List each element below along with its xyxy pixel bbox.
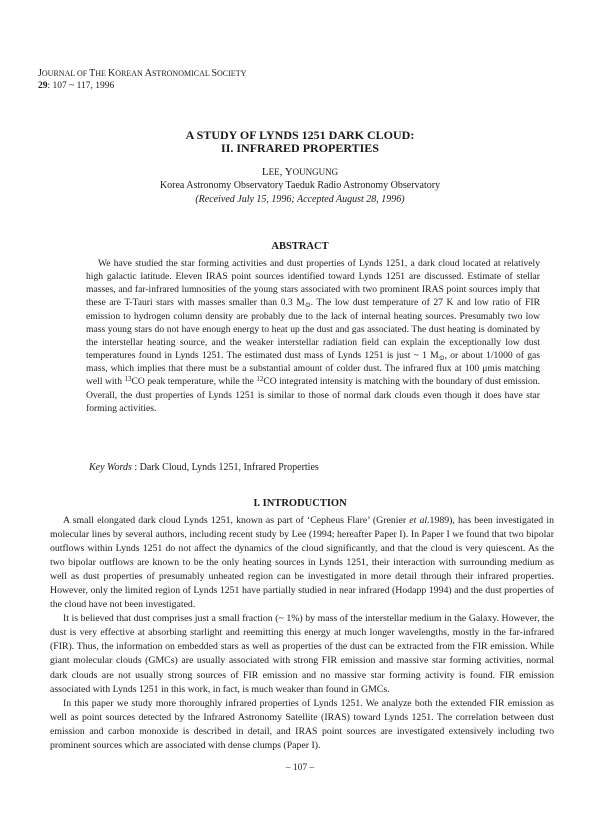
received-accepted-dates: (Received July 15, 1996; Accepted August 28, 1996) <box>195 194 405 205</box>
abstract-body <box>86 257 540 415</box>
introduction-body <box>50 514 554 753</box>
paper-title-line-2: II. INFRARED PROPERTIES <box>221 141 379 155</box>
body-paragraph: In this paper we study more thoroughly infrared properties of Lynds 1251. We analyze both the extended FIR emission as well as point sources detected by the Infrared Astronomy Satellite (IRAS) toward Lynds 1251. The correlation between dust emission and carbon monoxide is described in detail, and IRAS point sources are investigated extensively including two prominent sources which are associated with dense clumps (Paper I). <box>50 697 554 751</box>
sun-symbol: ⊙ <box>304 301 311 310</box>
abstract-paragraph: We have studied the star forming activities and dust properties of Lynds 1251, a dark cloud located at relatively high galactic latitude. Eleven IRAS point sources identified toward Lynds 1251 are discussed. Estimate of stellar masses, and far-infrared lumnosities of the young stars associated with two prominent IRAS point sources imply that these are T-Tauri stars with masses smaller than 0.3 $M_⊙$. The low dust temperature of 27 K and low ratio of FIR emission to hydrogen column density are probably due to the lack of internal heating sources. Presumably two low mass young stars do not have enough energy to heat up the dust and gas associated. The dust heating is dominated by the interstellar heating source, and the weaker interstellar radiation field can explain the exceptionally low dust temperatures found in Lynds 1251. The estimated dust mass of Lynds 1251 is just ~ 1 $M_⊙$, or about 1/1000 of gas mass, which implies that there must be a substantial amount of colder dust. The infrared flux at 100 μmis matching well with $^{13}$CO peak temperature, while the $^{12}$CO integrated intensity is matching with the boundary of dust emission. Overall, the dust properties of Lynds 1251 is similar to those of normal dark clouds even though it does have star forming activities. <box>86 258 540 414</box>
section-heading-introduction: I. INTRODUCTION <box>253 498 347 509</box>
author-affiliation: Korea Astronomy Observatory Taeduk Radio Astronomy Observatory <box>159 180 441 191</box>
abstract-heading: ABSTRACT <box>271 241 329 252</box>
sun-symbol: ⊙ <box>438 354 445 363</box>
author-name: LEE, YOUNGUNG <box>261 166 339 178</box>
journal-pages: : 107 ~ 117, 1996 <box>47 81 115 91</box>
journal-citation <box>38 80 114 92</box>
key-words-list: : Dark Cloud, Lynds 1251, Infrared Properties <box>131 462 319 473</box>
page-number: – 107 – <box>285 763 315 773</box>
key-words <box>89 462 319 473</box>
journal-name: JOURNAL OF THE KOREAN ASTRONOMICAL SOCIETY <box>38 68 247 79</box>
journal-volume: 29 <box>38 81 48 91</box>
body-paragraph: A small elongated dark cloud Lynds 1251, known as part of ‘Cepheus Flare’ (Grenier et al.1989), has been investigated in molecular lines by several authors, including recent study by Lee (1994; hereafter Paper I). In Paper I we found that two bipolar outflows within Lynds 1251 do not affect the dynamics of the cloud significantly, and that the cloud is very quiescent. As the two bipolar outflows are known to be the only heating sources in Lynds 1251, their interaction with surrounding medium as well as dust properties of presumably unheated region can be investigated in more detail through their infrared properties. However, only the limited region of Lynds 1251 have partially studied in near infrared (Hodapp 1994) and the dust properties of the cloud have not been investigated. <box>50 515 554 611</box>
key-words-label: Key Words <box>89 462 132 473</box>
paper-title-line-1: A STUDY OF LYNDS 1251 DARK CLOUD: <box>185 128 415 142</box>
body-paragraph: It is believed that dust comprises just a small fraction (~ 1%) by mass of the interstellar medium in the Galaxy. However, the dust is very effective at absorbing starlight and reemitting this energy at much longer wavelengths, mostly in the far-infrared (FIR). Thus, the information on embedded stars as well as properties of the dust can be extracted from the FIR emission. While giant molecular clouds (GMCs) are usually associated with strong FIR emission and massive star forming activities, normal dark clouds are not usually strong sources of FIR emission and no massive star forming activity is found. FIR emission associated with Lynds 1251 in this work, in fact, is much weaker than found in GMCs. <box>50 613 554 695</box>
